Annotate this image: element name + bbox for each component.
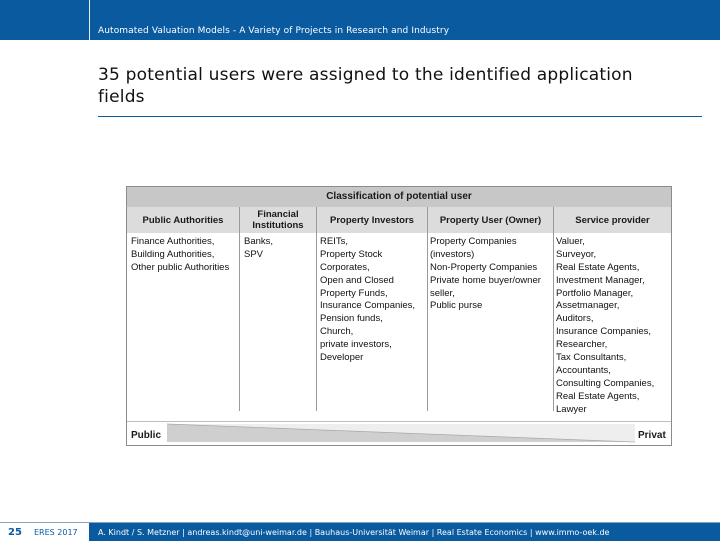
footer [0,522,720,541]
public-private-wedge [127,422,671,446]
column-divider [316,207,317,411]
list-item: Accountants, [556,364,611,376]
list-item: Real Estate Agents, [556,261,640,273]
list-item: Property Companies [430,236,517,247]
scale-label-private: Privat [638,430,666,441]
list-item: Other public Authorities [131,261,230,273]
list-item: Portfolio Manager, [556,287,634,299]
list-item: Auditors, [556,313,594,325]
list-item: Insurance Companies, [556,326,652,338]
column-divider [553,207,554,411]
public-private-scale [127,421,671,446]
list-item: Open and Closed [320,274,394,286]
list-item: Property Funds, [320,287,388,299]
list-item: Developer [320,352,364,364]
list-item: Building Authorities, [131,248,215,260]
column-header-public-authorities: Public Authorities [142,214,224,226]
list-item: Assetmanager, [556,300,620,312]
list-item: REITs, [320,236,348,247]
page-number: 25 [8,527,22,538]
slide-title: 35 potential users were assigned to the identified application fields [98,65,633,107]
column-property-user [430,236,541,313]
list-item: (investors) [430,248,475,260]
table-title: Classification of potential user [127,187,671,207]
column-financial-institutions [244,236,273,262]
header-divider [89,0,90,40]
list-item: private investors, [320,339,392,351]
column-divider [427,207,428,411]
list-item: Corporates, [320,261,370,273]
table-header-row [127,207,671,233]
list-item: Lawyer [556,403,587,415]
list-item: Banks, [244,236,274,247]
list-item: Tax Consultants, [556,352,627,364]
column-header-property-investors: Property Investors [330,214,414,226]
column-service-provider [556,236,654,416]
list-item: seller, [430,287,455,299]
header-bar [0,0,720,40]
list-item: Consulting Companies, [556,377,655,389]
column-public-authorities [131,236,229,275]
presentation-title: Automated Valuation Models - A Variety of Projects in Research and Industry [98,26,450,36]
classification-table [126,186,672,446]
list-item: Property Stock [320,248,383,260]
column-header-service-provider: Service provider [575,214,650,226]
list-item: Surveyor, [556,248,597,260]
scale-label-public: Public [131,430,162,441]
column-header-financial-institutions: Financial Institutions [252,209,304,231]
footer-credits: A. Kindt / S. Metzner | andreas.kindt@uni-weimar.de | Bauhaus-Universität Weimar | Real Estate Economics | www.immo-oek.de [98,528,610,537]
list-item: Non-Property Companies [430,261,538,273]
list-item: Public purse [430,300,483,312]
list-item: Researcher, [556,339,608,351]
conference-label: ERES 2017 [34,528,78,537]
list-item: Insurance Companies, [320,300,416,312]
list-item: Investment Manager, [556,274,645,286]
list-item: Real Estate Agents, [556,390,640,402]
list-item: Finance Authorities, [131,236,215,247]
column-header-property-user: Property User (Owner) [439,214,542,226]
list-item: Church, [320,326,354,338]
list-item: Private home buyer/owner [430,274,541,286]
title-divider [98,116,702,117]
column-divider [239,207,240,411]
list-item: Valuer, [556,236,585,247]
list-item: SPV [244,248,264,260]
column-property-investors [320,236,415,365]
list-item: Pension funds, [320,313,383,325]
